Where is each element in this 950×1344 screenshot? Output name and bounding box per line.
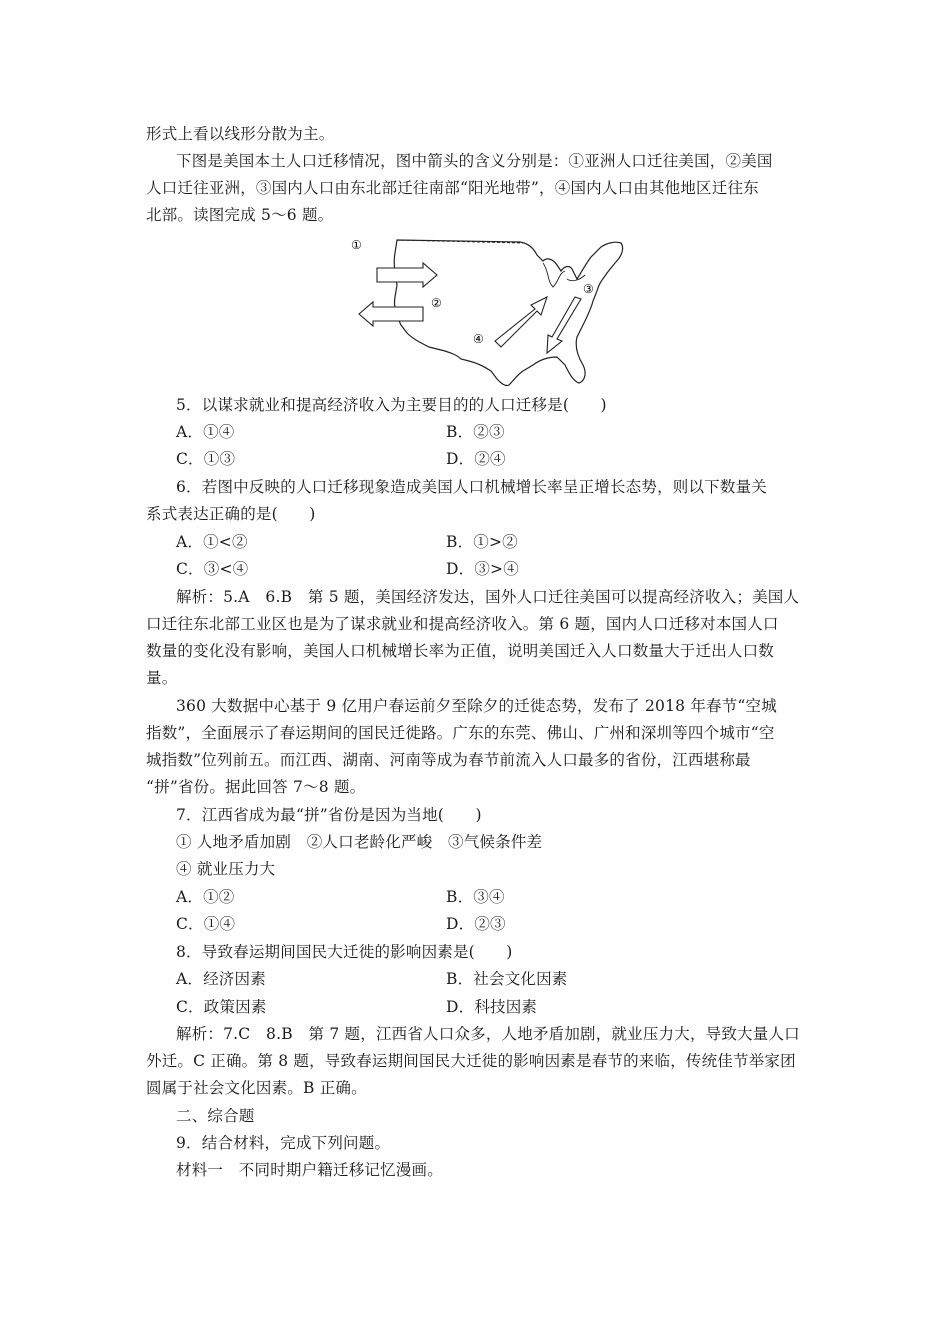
arrow-2	[359, 302, 423, 326]
option-7d: D．②③	[446, 915, 506, 933]
text-line: 指数”，全面展示了春运期间的国民迁徙路。广东的东莞、佛山、广州和深圳等四个城市“空	[146, 724, 775, 742]
option-7c: C．①④	[176, 915, 236, 933]
option-8d: D．科技因素	[446, 998, 538, 1016]
map-label-2: ②	[431, 296, 442, 310]
text-line: 数量的变化没有影响，美国人口机械增长率为正值，说明美国迁入人口数量大于迁出人口数	[146, 642, 775, 660]
material-1-caption: 材料一 不同时期户籍迁移记忆漫画。	[176, 1161, 443, 1179]
text-line: 人口迁往亚洲，③国内人口由东北部迁往南部“阳光地带”，④国内人口由其他地区迁往东	[146, 179, 759, 197]
text-line: 城指数”位列前五。而江西、湖南、河南等成为春节前流入人口最多的省份，江西堪称最	[146, 751, 751, 769]
text-line: 口迁往东北部工业区也是为了谋求就业和提高经济收入。第 6 题，国内人口迁移对本国人口	[146, 615, 779, 633]
great-lakes	[543, 263, 585, 287]
question-7: 7．江西省成为最“拼”省份是因为当地( )	[176, 806, 482, 824]
section-heading: 二、综合题	[176, 1107, 255, 1125]
us-migration-map	[345, 235, 635, 390]
map-label-1: ①	[351, 238, 362, 252]
arrow-1	[377, 263, 437, 287]
question-6: 6．若图中反映的人口迁移现象造成美国人口机械增长率呈正增长态势，则以下数量关	[176, 478, 767, 496]
option-7a: A．①②	[176, 888, 235, 906]
option-8a: A．经济因素	[176, 970, 266, 988]
option-7b: B．③④	[446, 888, 505, 906]
text-line: 圆属于社会文化因素。B 正确。	[146, 1079, 367, 1097]
text-line: “拼”省份。据此回答 7～8 题。	[146, 778, 366, 796]
option-5d: D．②④	[446, 450, 506, 468]
text-line: 外迁。C 正确。第 8 题，导致春运期间国民大迁徙的影响因素是春节的来临，传统佳节举家团	[146, 1052, 796, 1070]
material-paragraph: 360 大数据中心基于 9 亿用户春运前夕至除夕的迁徙态势，发布了 2018 年春节“空城	[176, 697, 777, 715]
option-8c: C．政策因素	[176, 998, 267, 1016]
text-line: 系式表达正确的是( )	[146, 505, 316, 523]
option-6a: A．①<②	[176, 533, 248, 551]
option-5b: B．②③	[446, 423, 505, 441]
intro-paragraph: 下图是美国本土人口迁移情况，图中箭头的含义分别是：①亚洲人口迁往美国，②美国	[176, 152, 773, 170]
option-5c: C．①③	[176, 450, 236, 468]
option-6c: C．③<④	[176, 560, 249, 578]
option-5a: A．①④	[176, 423, 235, 441]
question-8: 8．导致春运期间国民大迁徙的影响因素是( )	[176, 943, 513, 961]
question-5: 5．以谋求就业和提高经济收入为主要目的的人口迁移是( )	[176, 396, 607, 414]
option-8b: B．社会文化因素	[446, 970, 568, 988]
text-line: 形式上看以线形分散为主。	[146, 125, 335, 143]
map-label-3: ③	[583, 282, 594, 296]
question-7-choices: ① 人地矛盾加剧 ②人口老龄化严峻 ③气候条件差	[176, 833, 543, 851]
us-outline	[394, 240, 622, 386]
arrow-4	[495, 297, 547, 347]
question-9: 9．结合材料，完成下列问题。	[176, 1134, 391, 1152]
option-6d: D．③>④	[446, 560, 519, 578]
explanation-5-6: 解析：5.A 6.B 第 5 题，美国经济发达，国外人口迁往美国可以提高经济收入；美国人	[176, 588, 800, 606]
text-line: 量。	[146, 669, 178, 687]
option-6b: B．①>②	[446, 533, 518, 551]
map-label-4: ④	[473, 332, 484, 346]
explanation-7-8: 解析：7.C 8.B 第 7 题，江西省人口众多，人地矛盾加剧，就业压力大，导致大量人口	[176, 1025, 800, 1043]
question-7-choices: ④ 就业压力大	[176, 860, 276, 878]
text-line: 北部。读图完成 5～6 题。	[146, 206, 334, 224]
